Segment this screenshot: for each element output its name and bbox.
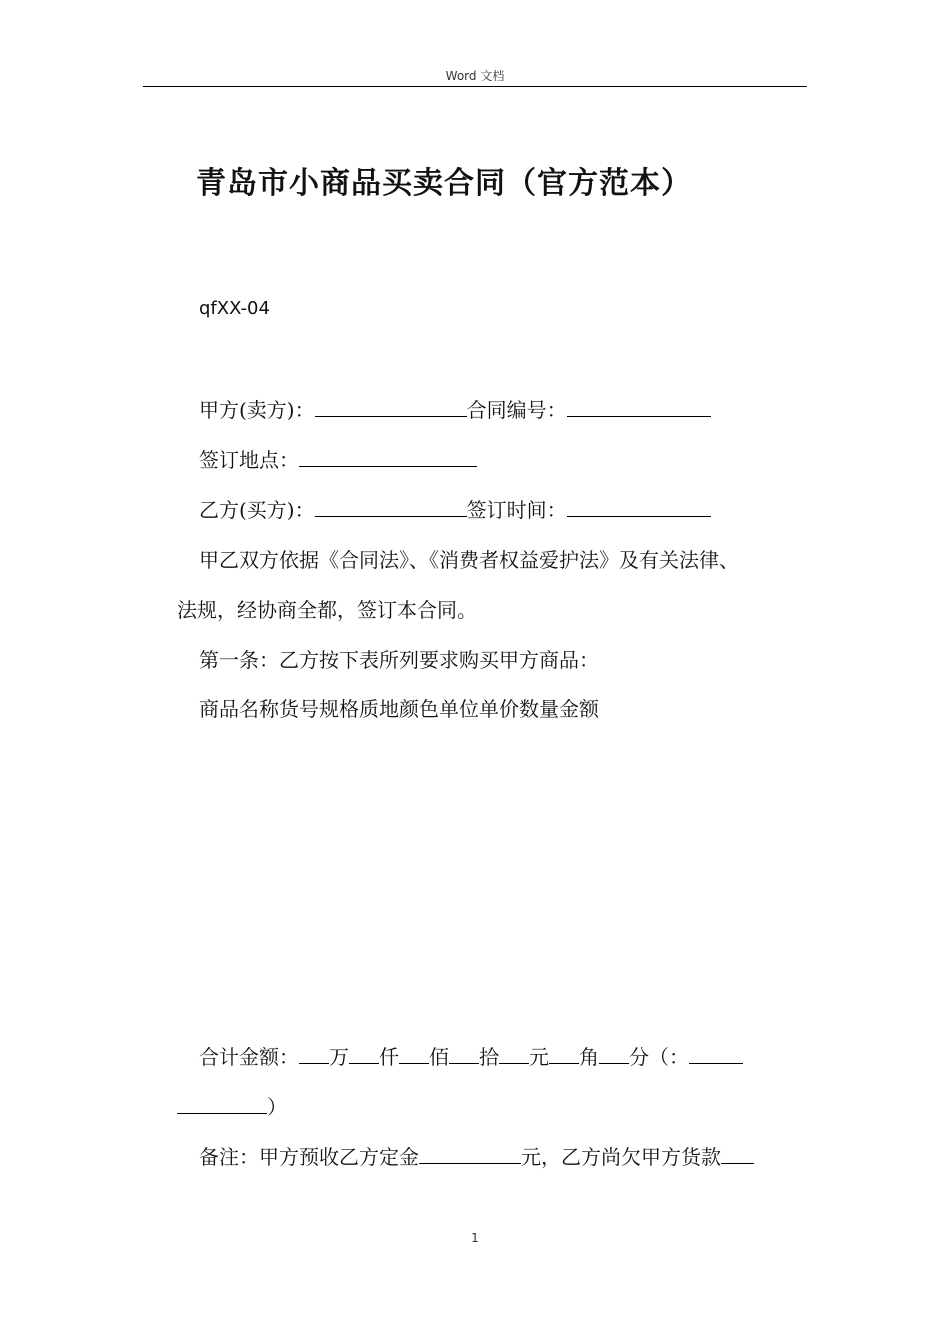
total-unit: 分 (629, 1045, 649, 1069)
document-title: 青岛市小商品买卖合同（官方范本） (196, 166, 692, 201)
contract-no-blank[interactable] (567, 398, 711, 417)
total-unit: 角 (579, 1045, 599, 1069)
total-paren-close: ） (267, 1095, 287, 1119)
document-code: qfXX-04 (199, 298, 270, 319)
total-blank[interactable] (449, 1045, 479, 1064)
intro-line-1: 甲乙双方依据《合同法》、《消费者权益爱护法》及有关法律、 (199, 548, 739, 572)
total-unit: 万 (329, 1045, 349, 1069)
total-blank[interactable] (549, 1045, 579, 1064)
total-line (199, 1043, 743, 1071)
seller-blank[interactable] (315, 398, 467, 417)
page-number: 1 (471, 1231, 479, 1245)
total-blank[interactable] (399, 1045, 429, 1064)
total-paren-open: （： (649, 1045, 689, 1069)
total-amount-blank-cont[interactable] (177, 1095, 267, 1114)
buyer-blank[interactable] (315, 498, 467, 517)
sign-time-label: 签订时间： (466, 498, 567, 522)
seller-label: 甲方(卖方)： (199, 398, 315, 422)
intro-line-2: 法规，经协商全都，签订本合同。 (177, 598, 477, 622)
total-continuation (177, 1093, 287, 1121)
buyer-line (199, 496, 711, 524)
remark-mid: 元，乙方尚欠甲方货款 (521, 1145, 721, 1169)
header-rule (143, 86, 807, 87)
total-unit: 拾 (479, 1045, 499, 1069)
total-blank[interactable] (599, 1045, 629, 1064)
sign-time-blank[interactable] (567, 498, 711, 517)
total-label: 合计金额： (199, 1045, 299, 1069)
table-header: 商品名称货号规格质地颜色单位单价数量金额 (199, 697, 599, 721)
total-blank[interactable] (299, 1045, 329, 1064)
article-1: 第一条：乙方按下表所列要求购买甲方商品： (199, 648, 599, 672)
total-unit: 仟 (379, 1045, 399, 1069)
balance-blank[interactable] (721, 1145, 754, 1164)
remark-label: 备注：甲方预收乙方定金 (199, 1145, 419, 1169)
sign-place-label: 签订地点： (199, 448, 299, 472)
seller-line (199, 396, 711, 424)
deposit-blank[interactable] (419, 1145, 521, 1164)
total-unit: 佰 (429, 1045, 449, 1069)
buyer-label: 乙方(买方)： (199, 498, 315, 522)
total-amount-blank[interactable] (689, 1045, 743, 1064)
contract-no-label: 合同编号： (466, 398, 567, 422)
remark-line (199, 1143, 754, 1171)
total-unit: 元 (529, 1045, 549, 1069)
sign-place-line (199, 446, 477, 474)
sign-place-blank[interactable] (299, 448, 477, 467)
total-blank[interactable] (349, 1045, 379, 1064)
header-label: Word 文档 (445, 69, 505, 83)
total-blank[interactable] (499, 1045, 529, 1064)
